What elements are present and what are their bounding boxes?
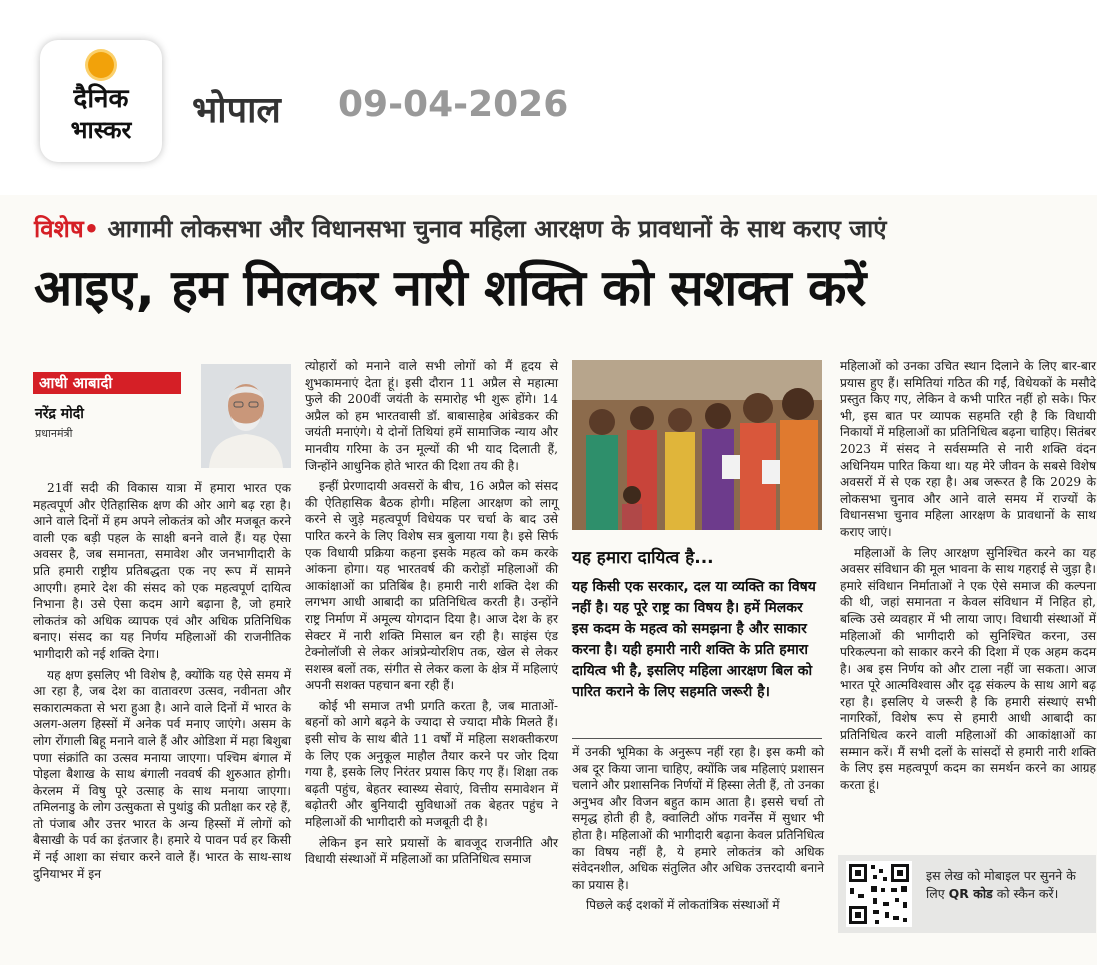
qr-callout[interactable] [838,855,1096,933]
logo-text-line2: भास्कर [70,116,132,144]
qr-text-suffix: को स्कैन करें। [992,886,1059,901]
author-portrait [201,364,291,468]
paragraph: पिछले कई दशकों में लोकतांत्रिक संस्थाओं में [586,898,780,913]
sub-heading: यह हमारा दायित्व है... [572,548,714,568]
paragraph: त्योहारों को मनाने वाले सभी लोगों को मैं हृदय से शुभकामनाएं देता हूं। इसी दौरान 11 अप्रैल से महात्मा फुले की 200वीं जयंती के समारोह भी शुरू होंगे। 14 अप्रैल को हम भारतवासी डॉ. बाबासाहेब आंबेडकर की जयंती मनाएंगे। ये दोनों तिथियां हमें सामाजिक न्याय और मानवीय गरिमा के उन मूल्यों की भी याद दिलाती हैं, जिन्होंने आधुनिक होते भारत की दिशा तय की है। [305,359,558,473]
pull-quote: यह किसी एक सरकार, दल या व्यक्ति का विषय नहीं है। यह पूरे राष्ट्र का विषय है। हमें मिलकर इस कदम के महत्व को समझना है और साकार करना है। यही हमारी नारी शक्ति के प्रति हमारा दायित्व भी है, इसलिए महिला आरक्षण बिल को पारित कराने के लिए सहमति जरूरी है। [572,579,816,700]
article-photo [572,360,822,530]
kicker [34,212,887,245]
paragraph: यह क्षण इसलिए भी विशेष है, क्योंकि यह ऐसे समय में आ रहा है, जब देश का वातावरण उत्सव, नवीनता और सकारात्मकता से भरा हुआ है। आने वाले दिनों में भारत के अलग-अलग हिस्सों में अनेक पर्व मनाए जाएंगे। असम के लोग रोंगाली बिहू मनाने वाले हैं और ओडिशा में महा बिशुबा पणा संक्रांति का उत्सव मनाया जाएगा। पश्चिम बंगाल में पोइला बैशाख के साथ बंगाली नववर्ष की शुरुआत होगी। केरलम में विषु पूरे उत्साह के साथ मनाया जाएगा। तमिलनाडु के लोग उत्सुकता से पुथांडु की प्रतीक्षा कर रहे हैं, तो पंजाब और उत्तर भारत के अन्य हिस्सों में लोगों को बैसाखी के पर्व का इंतजार है। हमारे ये पावन पर्व हर किसी में नई आशा का संचार करने वाले हैं। भारत के साथ-साथ दुनियाभर में इन [33,667,291,881]
kicker-bullet: • [83,215,100,243]
kicker-text: आगामी लोकसभा और विधानसभा चुनाव महिला आरक्षण के प्रावधानों के साथ कराए जाएं [107,215,887,243]
column-label: आधी आबादी [33,372,181,394]
column-4 [840,358,1096,797]
byline [33,360,291,468]
sun-logo-icon [88,52,114,78]
column-2 [305,358,558,872]
paragraph: कोई भी समाज तभी प्रगति करता है, जब माताओं-बहनों को आगे बढ़ने के ज्यादा से ज्यादा मौके मिलते हैं। इसी सोच के साथ बीते 11 वर्षों में महिला सशक्तीकरण के लिए एक अनुकूल माहौल तैयार करने पर जोर दिया गया है, इसके लिए निरंतर प्रयास किए गए हैं। शिक्षा तक बढ़ती पहुंच, बेहतर स्वास्थ्य सेवाएं, वित्तीय समावेशन में बढ़ोतरी और बुनियादी सुविधाओं तक बेहतर पहुंच ने महिलाओं की भागीदारी को मजबूती दी है। [305,698,558,830]
edition-city: भोपाल [192,90,281,131]
app-header [0,0,1097,195]
qr-text-bold: QR कोड [948,886,993,901]
qr-text-prefix: इस लेख को मोबाइल पर सुनने के लिए [926,868,1076,901]
article-headline: आइए, हम मिलकर नारी शक्ति को सशक्त करें [34,259,866,317]
qr-instruction [926,867,1092,903]
column-3 [572,744,824,918]
paragraph: महिलाओं को उनका उचित स्थान दिलाने के लिए बार-बार प्रयास हुए हैं। समितियां गठित की गईं, विधेयकों के मसौदे प्रस्तुत किए गए, लेकिन वे कभी पारित नहीं हो सके। फिर भी, इस बात पर व्यापक सहमति रही है कि विधायी निकायों में महिलाओं का प्रतिनिधित्व बढ़ना चाहिए। सितंबर 2023 में संसद ने सर्वसम्मति से नारी शक्ति वंदन अधिनियम पारित किया था। यह मेरे जीवन के सबसे विशेष अवसरों में से एक रहा है। अब जरूरत है कि 2029 के लोकसभा चुनाव और आने वाले समय में राज्यों के विधानसभा चुनाव महिला आरक्षण के प्रावधानों के साथ कराए जाएं। [840,359,1096,539]
edition-date: 09-04-2026 [338,84,569,125]
paragraph: लेकिन इन सारे प्रयासों के बावजूद राजनीति और विधायी संस्थाओं में महिलाओं का प्रतिनिधित्व समाज [305,835,558,867]
kicker-tag: विशेष [34,215,84,243]
author-name: नरेंद्र मोदी [35,406,84,422]
paragraph: इन्हीं प्रेरणादायी अवसरों के बीच, 16 अप्रैल को संसद की ऐतिहासिक बैठक होगी। महिला आरक्षण को लागू करने से जुड़े महत्वपूर्ण विधेयक पर चर्चा के बाद उसे पारित करने के लिए विशेष सत्र बुलाया गया है। इसे सिर्फ एक विधायी प्रक्रिया कहना इसके महत्व को कम करके आंकना होगा। यह भारतवर्ष की करोड़ों महिलाओं की आकांक्षाओं का प्रतिबिंब है। हमारी नारी शक्ति देश की लगभग आधी आबादी का प्रतिनिधित्व करती है। उन्होंने राष्ट्र निर्माण में अमूल्य योगदान दिया है। आज देश के हर सेक्टर में नारी शक्ति मिसाल बन रही है। साइंस एंड टेक्नोलॉजी से लेकर आंत्रप्रेन्योरशिप तक, खेल से लेकर सशस्त्र बलों तक, संगीत से लेकर कला के क्षेत्र में महिलाएं अपनी सशक्त पहचान बना रही हैं। [305,479,558,693]
column-1 [33,480,291,886]
paragraph: महिलाओं के लिए आरक्षण सुनिश्चित करने का यह अवसर संविधान की मूल भावना के साथ गहराई से जुड़ा है। हमारे संविधान निर्माताओं ने एक ऐसे समाज की कल्पना की थी, जहां समानता न केवल संविधान में निहित हो, बल्कि उसे व्यवहार में भी लाया जाए। विधायी संस्थाओं में महिलाओं की भागीदारी को सुनिश्चित करना, उस परिकल्पना को साकार करने की दिशा में एक अहम कदम है। अब इस निर्णय को और टाला नहीं जा सकता। आज भारत पूरे आत्मविश्वास और दृढ़ संकल्प के साथ आगे बढ़ रहा है। इसलिए ये जरूरी है कि हमारी संस्थाएं सभी नागरिकों, विशेष रूप से हमारी आधी आबादी का प्रतिनिधित्व करने वाली महिलाओं की आकांक्षाओं का सम्मान करें। मैं सभी दलों के सांसदों से हमारी नारी शक्ति के लिए इस महत्वपूर्ण कदम का समर्थन करने का आग्रह करता हूं। [840,545,1096,792]
divider [572,738,822,739]
author-role: प्रधानमंत्री [35,427,73,440]
logo-text-line1: दैनिक [73,84,129,114]
qr-code-icon[interactable] [846,861,912,927]
brand-logo[interactable] [40,40,162,162]
paragraph: 21वीं सदी की विकास यात्रा में हमारा भारत एक महत्वपूर्ण और ऐतिहासिक क्षण की ओर आगे बढ़ रहा है। आने वाले दिनों में हम अपने लोकतंत्र को और मजबूत करने वाली एक बड़ी पहल के साक्षी बनने वाले हैं। यह ऐसा अवसर है, जब समानता, समावेश और जनभागीदारी के प्रति हमारी राष्ट्रीय प्रतिबद्धता एक नए रूप में सामने आएगी। हमारे देश की संसद को एक महत्वपूर्ण दायित्व निभाना है। उसे ऐसा कदम आगे बढ़ाना है, जो हमारे लोकतंत्र को अधिक व्यापक एवं और अधिक प्रतिनिधिक बनाए। संसद का यह निर्णय महिलाओं की राजनीतिक भागीदारी को नई शक्ति देगा। [33,481,291,661]
paragraph: में उनकी भूमिका के अनुरूप नहीं रहा है। इस कमी को अब दूर किया जाना चाहिए, क्योंकि जब महिलाएं प्रशासन चलाने और प्रशासनिक निर्णयों में हिस्सा लेती हैं, तो उनका अनुभव और विजन बहुत काम आता है। इससे चर्चा तो समृद्ध होती ही है, क्वालिटी ऑफ गवर्नेंस में सुधार भी होता है। महिलाओं की भागीदारी बढ़ाना केवल प्रतिनिधित्व का विषय नहीं है, ये हमारे लोकतंत्र को अधिक संवेदनशील, अधिक संतुलित और अधिक उत्तरदायी बनाने का प्रयास है। [572,745,824,892]
